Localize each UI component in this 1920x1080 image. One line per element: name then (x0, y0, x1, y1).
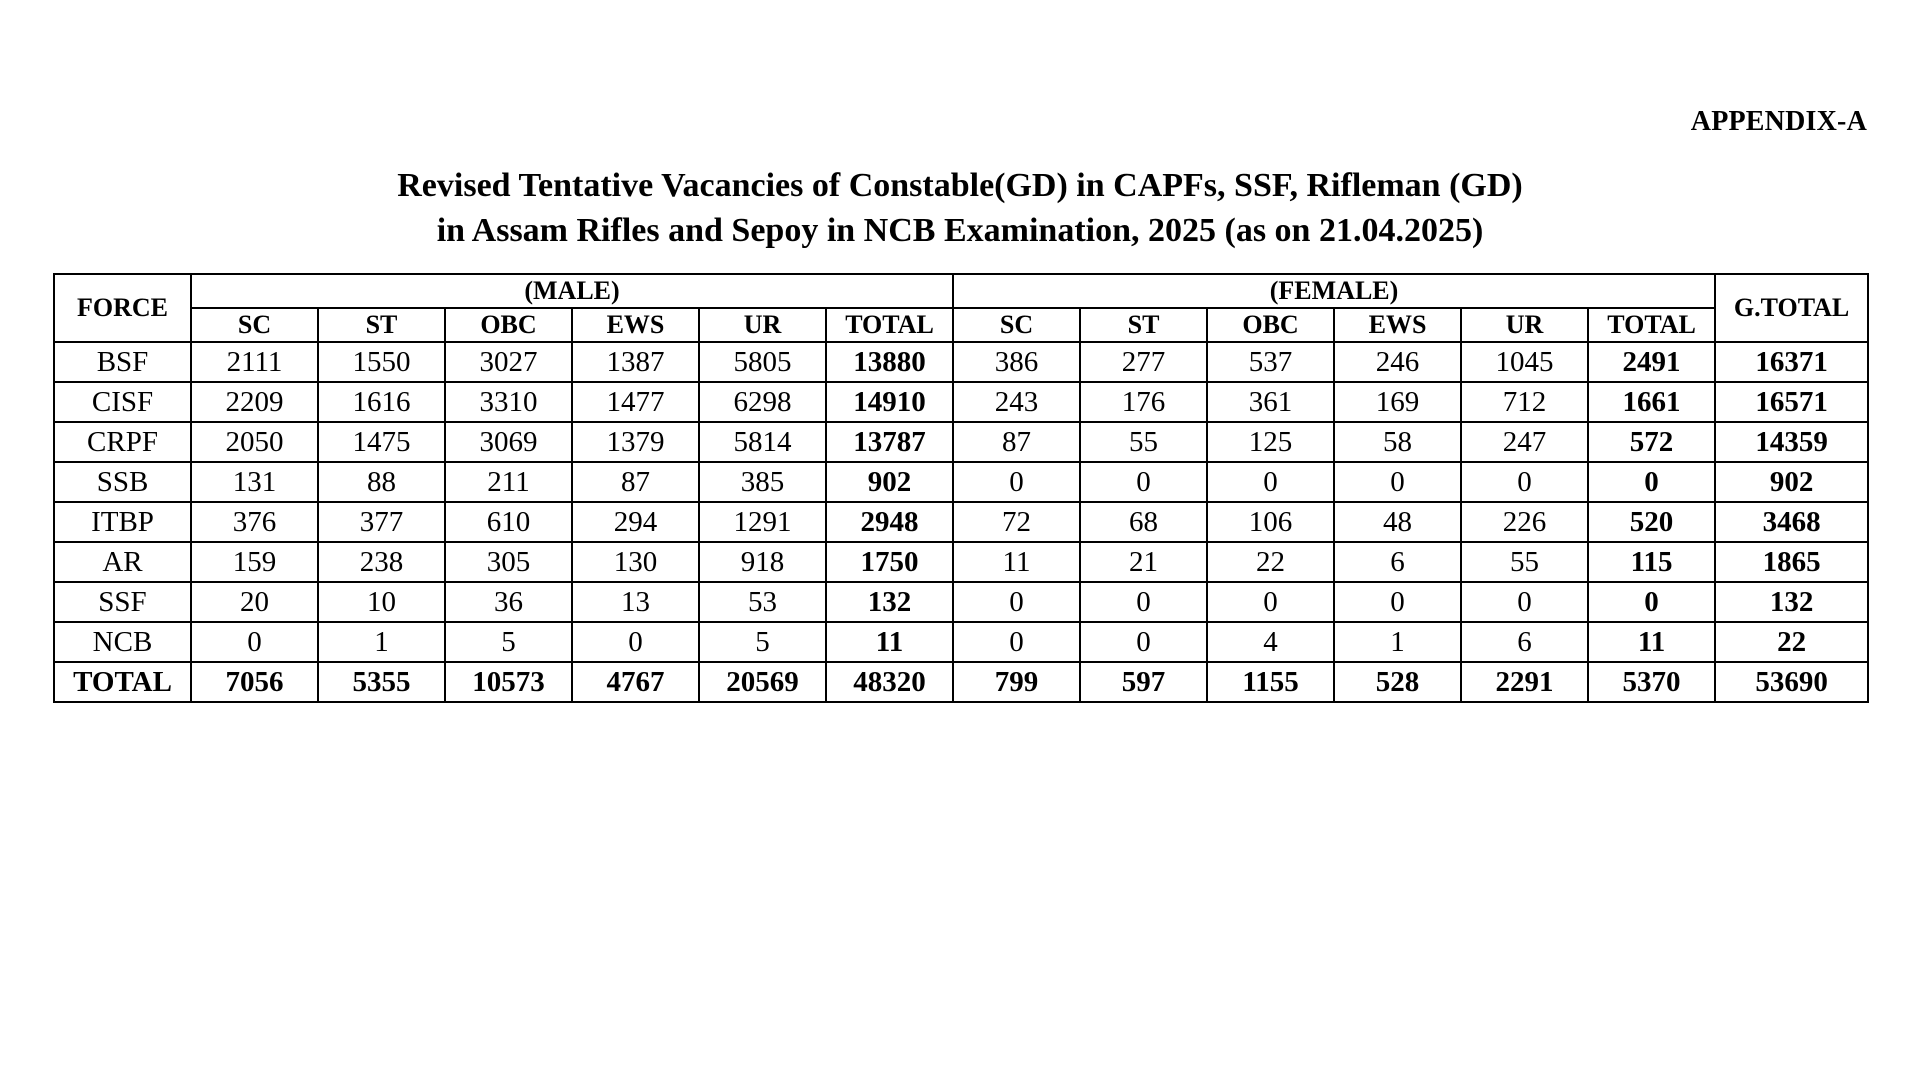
male-sc-cell: 7056 (191, 662, 318, 702)
male-sc-cell: 2111 (191, 342, 318, 382)
female-obc-cell: 361 (1207, 382, 1334, 422)
female-obc-cell: 125 (1207, 422, 1334, 462)
female-ur-cell: 2291 (1461, 662, 1588, 702)
male-st-cell: 1475 (318, 422, 445, 462)
grand-total-cell: 902 (1715, 462, 1868, 502)
male-sc-cell: 0 (191, 622, 318, 662)
total-row (54, 662, 1868, 702)
male-ur-cell: 918 (699, 542, 826, 582)
female-sc-cell: 11 (953, 542, 1080, 582)
male-st-cell: 377 (318, 502, 445, 542)
male-total-cell: 13880 (826, 342, 953, 382)
female-obc-cell: 537 (1207, 342, 1334, 382)
male-group-header: (MALE) (191, 274, 953, 308)
male-obc-cell: 36 (445, 582, 572, 622)
female-ews-cell: 0 (1334, 462, 1461, 502)
male-obc-cell: 10573 (445, 662, 572, 702)
male-st-cell: 5355 (318, 662, 445, 702)
female-ur-cell: 712 (1461, 382, 1588, 422)
table-row (54, 582, 1868, 622)
male-ur-cell: 53 (699, 582, 826, 622)
male-obc-cell: 610 (445, 502, 572, 542)
force-cell: ITBP (54, 502, 191, 542)
male-ews-cell: 4767 (572, 662, 699, 702)
female-st-cell: 55 (1080, 422, 1207, 462)
female-ews-cell: 58 (1334, 422, 1461, 462)
female-sc-header: SC (953, 308, 1080, 342)
force-cell: AR (54, 542, 191, 582)
male-st-cell: 1 (318, 622, 445, 662)
male-ur-cell: 5805 (699, 342, 826, 382)
male-ews-cell: 1387 (572, 342, 699, 382)
grand-total-cell: 22 (1715, 622, 1868, 662)
female-obc-cell: 0 (1207, 462, 1334, 502)
female-sc-cell: 0 (953, 462, 1080, 502)
female-ews-cell: 246 (1334, 342, 1461, 382)
title-line-2: in Assam Rifles and Sepoy in NCB Examination, 2025 (as on 21.04.2025) (436, 212, 1484, 249)
grand-total-cell: 14359 (1715, 422, 1868, 462)
grand-total-cell: 3468 (1715, 502, 1868, 542)
female-sc-cell: 799 (953, 662, 1080, 702)
table-row (54, 382, 1868, 422)
female-st-cell: 176 (1080, 382, 1207, 422)
male-total-cell: 13787 (826, 422, 953, 462)
document-title (0, 163, 1920, 253)
male-sc-cell: 376 (191, 502, 318, 542)
force-cell: SSB (54, 462, 191, 502)
vacancies-table (53, 273, 1869, 703)
male-sc-cell: 20 (191, 582, 318, 622)
female-total-cell: 0 (1588, 462, 1715, 502)
female-sc-cell: 386 (953, 342, 1080, 382)
male-st-cell: 238 (318, 542, 445, 582)
female-ur-cell: 1045 (1461, 342, 1588, 382)
male-total-cell: 132 (826, 582, 953, 622)
table-row (54, 542, 1868, 582)
female-total-cell: 5370 (1588, 662, 1715, 702)
male-ur-cell: 1291 (699, 502, 826, 542)
table-row (54, 622, 1868, 662)
table-body (54, 342, 1868, 702)
table-row (54, 422, 1868, 462)
female-st-header: ST (1080, 308, 1207, 342)
female-sc-cell: 87 (953, 422, 1080, 462)
female-st-cell: 0 (1080, 462, 1207, 502)
male-obc-cell: 305 (445, 542, 572, 582)
male-sc-cell: 131 (191, 462, 318, 502)
male-st-cell: 1616 (318, 382, 445, 422)
male-st-cell: 88 (318, 462, 445, 502)
male-ews-cell: 294 (572, 502, 699, 542)
female-st-cell: 0 (1080, 622, 1207, 662)
force-cell: TOTAL (54, 662, 191, 702)
female-sc-cell: 243 (953, 382, 1080, 422)
grand-total-cell: 16371 (1715, 342, 1868, 382)
female-ur-header: UR (1461, 308, 1588, 342)
table-row (54, 342, 1868, 382)
male-obc-cell: 211 (445, 462, 572, 502)
male-st-cell: 1550 (318, 342, 445, 382)
female-ur-cell: 247 (1461, 422, 1588, 462)
male-ur-cell: 5 (699, 622, 826, 662)
male-ews-cell: 87 (572, 462, 699, 502)
female-sc-cell: 72 (953, 502, 1080, 542)
female-total-cell: 572 (1588, 422, 1715, 462)
female-total-cell: 2491 (1588, 342, 1715, 382)
female-sc-cell: 0 (953, 622, 1080, 662)
female-ews-cell: 48 (1334, 502, 1461, 542)
force-cell: BSF (54, 342, 191, 382)
table-row (54, 462, 1868, 502)
male-obc-cell: 5 (445, 622, 572, 662)
male-ews-cell: 0 (572, 622, 699, 662)
header-row-groups (54, 274, 1868, 308)
female-st-cell: 0 (1080, 582, 1207, 622)
female-sc-cell: 0 (953, 582, 1080, 622)
table-row (54, 502, 1868, 542)
female-total-cell: 11 (1588, 622, 1715, 662)
male-ur-cell: 5814 (699, 422, 826, 462)
male-ews-cell: 130 (572, 542, 699, 582)
male-sc-cell: 2209 (191, 382, 318, 422)
grand-total-cell: 53690 (1715, 662, 1868, 702)
male-sc-header: SC (191, 308, 318, 342)
female-group-header: (FEMALE) (953, 274, 1715, 308)
female-ews-cell: 6 (1334, 542, 1461, 582)
male-ews-cell: 1379 (572, 422, 699, 462)
female-obc-cell: 4 (1207, 622, 1334, 662)
female-total-cell: 520 (1588, 502, 1715, 542)
female-ews-cell: 528 (1334, 662, 1461, 702)
female-obc-cell: 0 (1207, 582, 1334, 622)
male-st-cell: 10 (318, 582, 445, 622)
force-cell: CISF (54, 382, 191, 422)
male-ews-cell: 1477 (572, 382, 699, 422)
male-obc-cell: 3310 (445, 382, 572, 422)
force-cell: CRPF (54, 422, 191, 462)
female-total-header: TOTAL (1588, 308, 1715, 342)
male-total-cell: 14910 (826, 382, 953, 422)
female-total-cell: 0 (1588, 582, 1715, 622)
force-cell: SSF (54, 582, 191, 622)
male-sc-cell: 2050 (191, 422, 318, 462)
male-obc-cell: 3027 (445, 342, 572, 382)
appendix-label: APPENDIX-A (1690, 106, 1867, 137)
title-line-1: Revised Tentative Vacancies of Constable(GD) in CAPFs, SSF, Rifleman (GD) (397, 167, 1523, 204)
male-ur-cell: 6298 (699, 382, 826, 422)
female-ews-cell: 169 (1334, 382, 1461, 422)
force-cell: NCB (54, 622, 191, 662)
male-ews-cell: 13 (572, 582, 699, 622)
female-obc-cell: 1155 (1207, 662, 1334, 702)
female-st-cell: 21 (1080, 542, 1207, 582)
female-st-cell: 597 (1080, 662, 1207, 702)
female-st-cell: 68 (1080, 502, 1207, 542)
header-row-categories (54, 308, 1868, 342)
male-ews-header: EWS (572, 308, 699, 342)
male-ur-cell: 20569 (699, 662, 826, 702)
male-obc-header: OBC (445, 308, 572, 342)
female-ur-cell: 0 (1461, 462, 1588, 502)
male-st-header: ST (318, 308, 445, 342)
male-obc-cell: 3069 (445, 422, 572, 462)
female-ur-cell: 6 (1461, 622, 1588, 662)
male-total-cell: 11 (826, 622, 953, 662)
male-total-cell: 2948 (826, 502, 953, 542)
male-total-header: TOTAL (826, 308, 953, 342)
female-obc-cell: 22 (1207, 542, 1334, 582)
male-total-cell: 48320 (826, 662, 953, 702)
male-sc-cell: 159 (191, 542, 318, 582)
male-total-cell: 902 (826, 462, 953, 502)
male-total-cell: 1750 (826, 542, 953, 582)
female-ur-cell: 226 (1461, 502, 1588, 542)
grand-total-cell: 1865 (1715, 542, 1868, 582)
female-ews-header: EWS (1334, 308, 1461, 342)
female-total-cell: 1661 (1588, 382, 1715, 422)
female-ur-cell: 55 (1461, 542, 1588, 582)
female-ews-cell: 0 (1334, 582, 1461, 622)
grand-total-column-header: G.TOTAL (1715, 274, 1868, 342)
grand-total-cell: 16571 (1715, 382, 1868, 422)
grand-total-cell: 132 (1715, 582, 1868, 622)
female-ews-cell: 1 (1334, 622, 1461, 662)
female-total-cell: 115 (1588, 542, 1715, 582)
male-ur-cell: 385 (699, 462, 826, 502)
female-obc-header: OBC (1207, 308, 1334, 342)
female-obc-cell: 106 (1207, 502, 1334, 542)
female-ur-cell: 0 (1461, 582, 1588, 622)
force-column-header: FORCE (54, 274, 191, 342)
male-ur-header: UR (699, 308, 826, 342)
female-st-cell: 277 (1080, 342, 1207, 382)
